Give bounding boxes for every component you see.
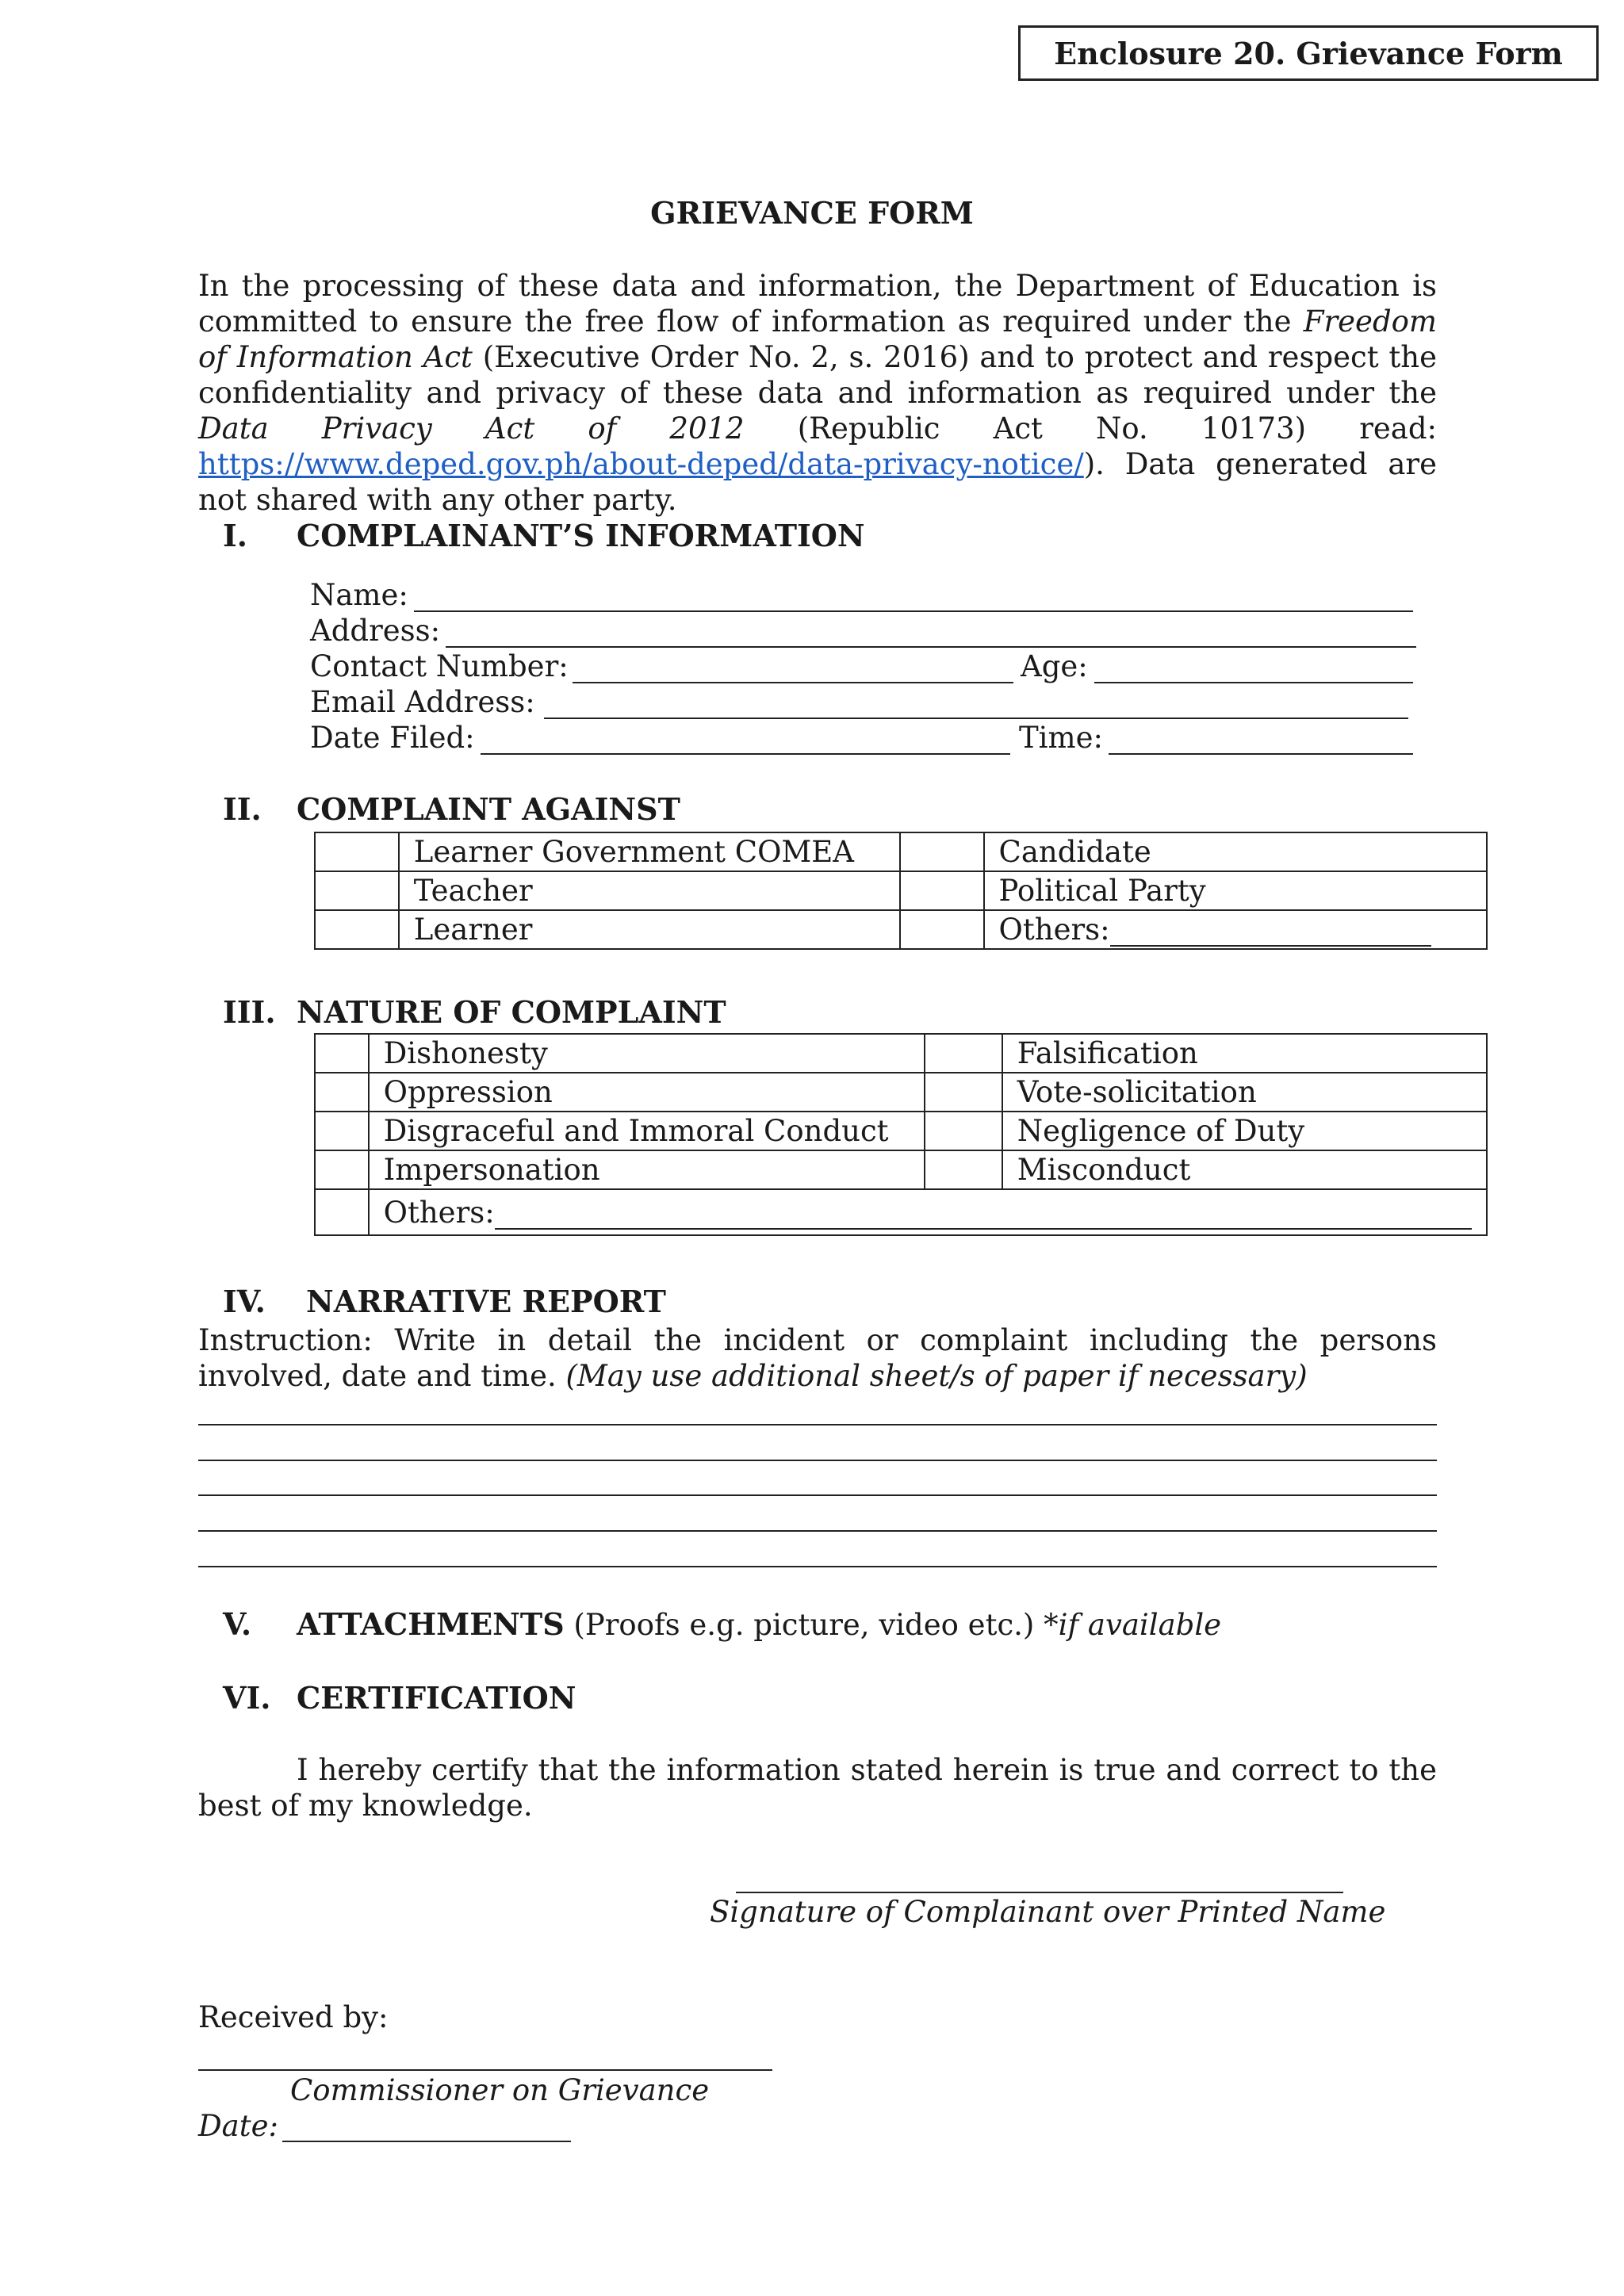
attachments-note: (Proofs e.g. picture, video etc.) * [564, 1608, 1059, 1642]
date-filed-field[interactable] [481, 753, 1010, 755]
privacy-text-4: ). Data generated are not shared with any other party. [198, 447, 1437, 517]
signature-line[interactable] [736, 1892, 1343, 1893]
complaint-against-table [314, 832, 1488, 950]
option-label: Oppression [369, 1073, 925, 1112]
table-row [315, 910, 1487, 949]
checkbox-impersonation[interactable] [315, 1150, 369, 1189]
section-5-title: ATTACHMENTS [297, 1606, 565, 1642]
section-3-title: NATURE OF COMPLAINT [297, 994, 726, 1030]
time-field[interactable] [1109, 753, 1413, 755]
enclosure-label-box [1018, 25, 1599, 81]
signature-caption: Signature of Complainant over Printed Name [710, 1895, 1386, 1929]
section-3-number: III. [223, 994, 276, 1030]
option-label: Impersonation [369, 1150, 925, 1189]
checkbox-nature-others[interactable] [315, 1189, 369, 1235]
others-field[interactable] [1110, 918, 1431, 947]
narrative-line-2[interactable] [198, 1460, 1437, 1461]
checkbox-learner[interactable] [315, 910, 399, 949]
checkbox-disgraceful-conduct[interactable] [315, 1112, 369, 1150]
nature-others-label: Others: [383, 1195, 495, 1230]
section-4-title: NARRATIVE REPORT [306, 1284, 666, 1319]
section-2-number: II. [223, 791, 262, 827]
email-label: Email Address: [310, 685, 535, 719]
section-5-line [297, 1606, 1221, 1642]
checkbox-oppression[interactable] [315, 1073, 369, 1112]
email-field[interactable] [544, 718, 1408, 719]
narrative-instruction [198, 1322, 1437, 1394]
address-field[interactable] [446, 646, 1416, 648]
checkbox-political-party[interactable] [900, 871, 984, 910]
option-label: Political Party [984, 871, 1487, 910]
section-5-number: V. [223, 1606, 252, 1642]
section-6-title: CERTIFICATION [297, 1680, 576, 1716]
checkbox-vote-solicitation[interactable] [925, 1073, 1002, 1112]
checkbox-learner-government-comea[interactable] [315, 832, 399, 871]
received-date-field[interactable] [282, 2141, 571, 2142]
checkbox-others[interactable] [900, 910, 984, 949]
section-2-title: COMPLAINT AGAINST [297, 791, 680, 827]
instruction-note: (May use additional sheet/s of paper if necessary) [565, 1359, 1308, 1393]
option-label: Dishonesty [369, 1034, 925, 1073]
table-row [315, 1150, 1487, 1189]
option-label: Vote-solicitation [1002, 1073, 1487, 1112]
option-label: Teacher [399, 871, 900, 910]
option-label: Disgraceful and Immoral Conduct [369, 1112, 925, 1150]
narrative-line-4[interactable] [198, 1530, 1437, 1532]
section-6-number: VI. [223, 1680, 271, 1716]
checkbox-falsification[interactable] [925, 1034, 1002, 1073]
checkbox-teacher[interactable] [315, 871, 399, 910]
table-row [315, 832, 1487, 871]
section-4-number: IV. [223, 1284, 266, 1319]
section-1-title: COMPLAINANT’S INFORMATION [297, 518, 865, 553]
narrative-line-5[interactable] [198, 1566, 1437, 1567]
form-title: GRIEVANCE FORM [650, 195, 974, 231]
contact-number-field[interactable] [573, 682, 1013, 683]
option-label: Misconduct [1002, 1150, 1487, 1189]
name-field[interactable] [414, 610, 1413, 612]
section-1-number: I. [223, 518, 248, 553]
privacy-text-3: (Republic Act No. 10173) read: [744, 411, 1437, 446]
checkbox-misconduct[interactable] [925, 1150, 1002, 1189]
instruction-text: Instruction: Write in detail the incident or complaint including the persons involved, date and time. [198, 1323, 1437, 1393]
nature-of-complaint-table [314, 1033, 1488, 1236]
table-row [315, 1112, 1487, 1150]
table-row [315, 1073, 1487, 1112]
table-row [315, 1034, 1487, 1073]
privacy-notice [198, 268, 1437, 518]
others-cell [984, 910, 1487, 949]
others-label: Others: [998, 913, 1110, 947]
table-row [315, 1189, 1487, 1235]
received-date-label: Date: [198, 2109, 278, 2143]
privacy-notice-link[interactable]: https://www.deped.gov.ph/about-deped/data-privacy-notice/ [198, 447, 1084, 481]
name-label: Name: [310, 578, 408, 612]
checkbox-negligence-of-duty[interactable] [925, 1112, 1002, 1150]
data-privacy-act: Data Privacy Act of 2012 [198, 411, 745, 446]
age-label: Age: [1021, 649, 1088, 683]
address-label: Address: [310, 614, 441, 648]
time-label: Time: [1019, 721, 1103, 755]
narrative-line-1[interactable] [198, 1424, 1437, 1425]
enclosure-label: Enclosure 20. Grievance Form [1054, 35, 1563, 71]
narrative-line-3[interactable] [198, 1494, 1437, 1496]
table-row [315, 871, 1487, 910]
privacy-text-1: In the processing of these data and information, the Department of Education is committed to ensure the free flow of information as required under the [198, 269, 1437, 339]
foi-act: Freedom of Information Act [198, 304, 1437, 374]
certification-text: I hereby certify that the information stated herein is true and correct to the best of my knowledge. [198, 1753, 1437, 1823]
option-label: Candidate [984, 832, 1487, 871]
received-by-line[interactable] [198, 2069, 772, 2071]
contact-number-label: Contact Number: [310, 649, 569, 683]
option-label: Falsification [1002, 1034, 1487, 1073]
checkbox-dishonesty[interactable] [315, 1034, 369, 1073]
option-label: Learner Government COMEA [399, 832, 900, 871]
received-by-label: Received by: [198, 2000, 389, 2034]
checkbox-candidate[interactable] [900, 832, 984, 871]
privacy-text-2: (Executive Order No. 2, s. 2016) and to protect and respect the confidentiality and privacy of these data and information as required under the [198, 340, 1437, 410]
nature-others-field[interactable] [495, 1201, 1472, 1230]
commissioner-caption: Commissioner on Grievance [290, 2073, 710, 2107]
option-label: Learner [399, 910, 900, 949]
nature-others-cell [369, 1189, 1487, 1235]
attachments-note-italic: if available [1058, 1608, 1222, 1642]
option-label: Negligence of Duty [1002, 1112, 1487, 1150]
age-field[interactable] [1094, 682, 1413, 683]
date-filed-label: Date Filed: [310, 721, 475, 755]
